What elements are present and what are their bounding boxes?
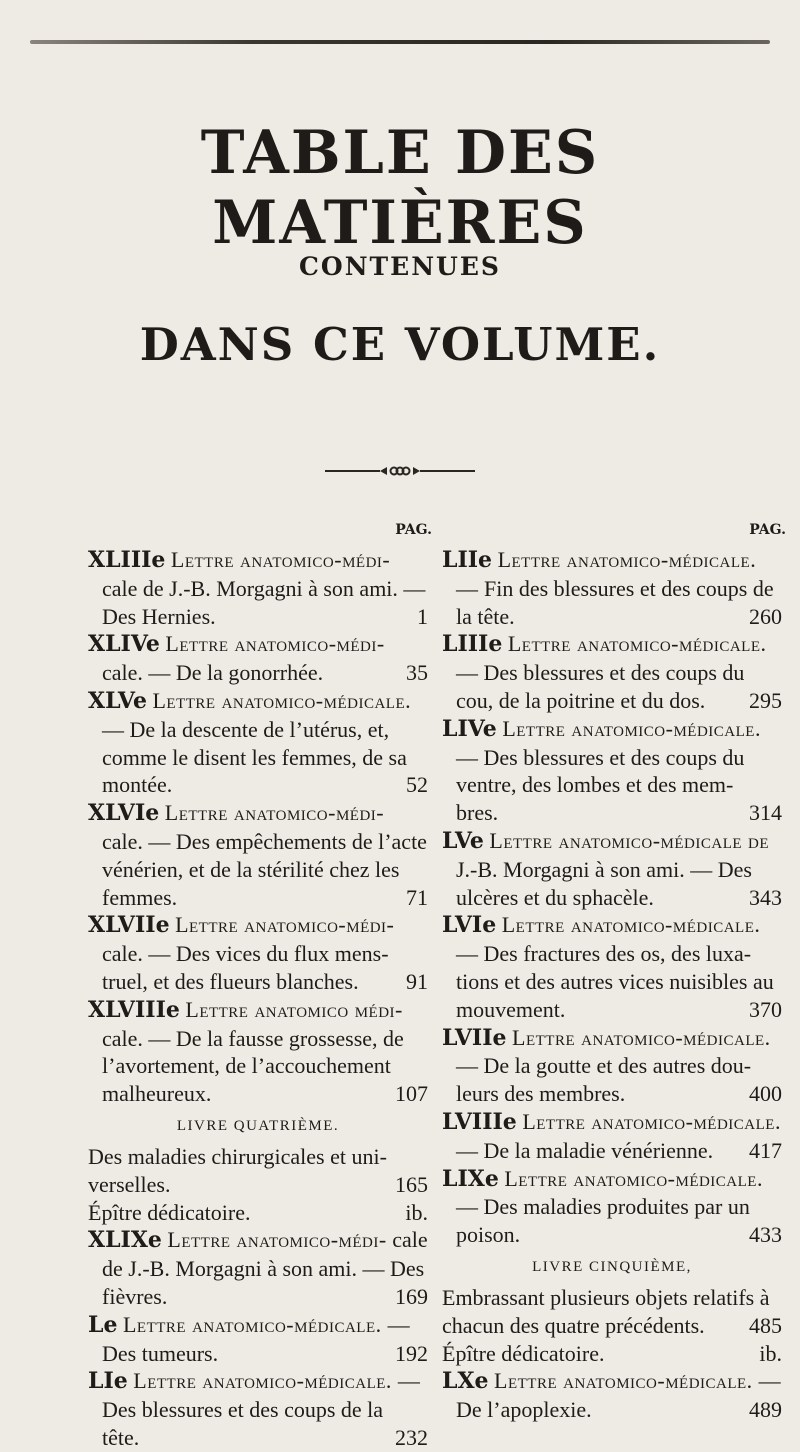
- toc-list-right: [442, 546, 782, 1249]
- letter-number: LVIIIe: [442, 1108, 517, 1135]
- page-number: 71: [406, 884, 428, 910]
- toc-list-left-after: [88, 1143, 428, 1452]
- page-number: ib.: [759, 1340, 782, 1366]
- page-number: 1: [417, 603, 428, 629]
- toc-column-left: [88, 522, 432, 1452]
- entry-text: Des blessures et des coups de la tête.: [102, 1397, 384, 1450]
- page-number: 400: [749, 1081, 782, 1107]
- letter-number: LIXe: [442, 1165, 499, 1192]
- letter-number: XLVIIe: [88, 912, 170, 939]
- ornament-divider: [325, 464, 475, 478]
- page-number: 232: [395, 1424, 428, 1450]
- letter-number: LVe: [442, 827, 484, 854]
- letter-label: Lettre anatomico-médicale.: [501, 912, 761, 938]
- letter-number: XLVIIIe: [88, 996, 180, 1023]
- page-number: 260: [749, 603, 782, 629]
- toc-entry: [442, 1165, 782, 1249]
- letter-label: Lettre anatomico médi-: [185, 996, 403, 1022]
- toc-entry: [442, 1024, 782, 1108]
- page-number: 35: [406, 660, 428, 686]
- book-heading: LIVRE CINQUIÈME,: [532, 1258, 692, 1275]
- page-number: 489: [749, 1397, 782, 1423]
- entry-text: — De la goutte et des autres dou-leurs des membres.: [456, 1053, 752, 1107]
- page-number: 485: [749, 1312, 782, 1338]
- entry-text: — Des fractures des os, des luxa-tions et des autres vices nuisibles au mouvement.: [456, 941, 774, 1022]
- letter-number: LIIIe: [442, 631, 503, 658]
- page-subtitle-2: DANS CE VOLUME.: [139, 318, 661, 371]
- toc-list-right-after: [442, 1284, 782, 1424]
- page-number: 370: [749, 996, 782, 1022]
- page-number: 295: [749, 687, 782, 713]
- entry-text: cale. — Des vices du flux mens-truel, et des flueurs blanches.: [102, 941, 389, 994]
- toc-entry: [88, 996, 428, 1108]
- letter-number: XLVe: [88, 687, 147, 714]
- letter-label: Lettre anatomico-médicale de: [489, 827, 770, 853]
- entry-text: cale. — Des empêchements de l’acte vénérien, et de la stérilité chez les femmes.: [102, 828, 427, 910]
- entry-text: cale de J.-B. Morgagni à son ami. — Des fièvres.: [102, 1227, 428, 1309]
- letter-label: Lettre anatomico-médi-: [170, 547, 391, 572]
- entry-text: — Des blessures et des coups du ventre, des lombes et des mem-bres.: [456, 744, 745, 826]
- letter-number: Le: [88, 1311, 118, 1338]
- page-number: 417: [749, 1137, 782, 1163]
- letter-number: LIIe: [442, 547, 493, 573]
- toc-entry: [88, 799, 428, 911]
- page-number: 165: [395, 1171, 428, 1197]
- entry-text: Épître dédicatoire.: [442, 1340, 605, 1366]
- entry-text: — Des blessures et des coups du cou, de la poitrine et du dos.: [456, 660, 745, 713]
- toc-entry: [88, 687, 428, 799]
- letter-label: Lettre anatomico-médicale.: [152, 687, 412, 713]
- letter-label: Lettre anatomico-médi-: [175, 912, 395, 938]
- entry-text: — De la descente de l’utérus, et, comme le disent les femmes, de sa montée.: [102, 716, 407, 798]
- letter-number: XLIXe: [88, 1227, 162, 1254]
- toc-column-right: [442, 522, 786, 1424]
- page-number: 91: [406, 968, 428, 994]
- page-title: TABLE DES MATIÈRES: [200, 118, 600, 258]
- toc-entry: [88, 1143, 428, 1199]
- toc-entry: [442, 715, 782, 827]
- entry-text: Épître dédicatoire.: [88, 1199, 251, 1225]
- letter-number: LVIe: [442, 912, 497, 939]
- toc-entry: [88, 1367, 428, 1451]
- toc-list-left: [88, 546, 428, 1108]
- toc-entry: [88, 1226, 428, 1310]
- letter-number: LXe: [442, 1368, 489, 1395]
- letter-label: Lettre anatomico-médicale.: [504, 1165, 763, 1191]
- page-number: 314: [749, 800, 782, 826]
- letter-number: LIVe: [442, 715, 497, 742]
- entry-text: De l’apoplexie.: [456, 1397, 592, 1423]
- letter-number: XLIVe: [88, 631, 160, 658]
- page-subtitle: CONTENUES: [299, 252, 501, 281]
- entry-text: J.-B. Morgagni à son ami. — Des ulcères et du sphacèle.: [456, 856, 752, 910]
- pag-label: PAG.: [749, 522, 786, 538]
- letter-label: Lettre anatomico-médicale.: [507, 631, 767, 657]
- page-number: 169: [395, 1283, 428, 1309]
- letter-label: Lettre anatomico-médicale.: [512, 1024, 771, 1050]
- letter-label: Lettre anatomico-médi-: [167, 1227, 387, 1253]
- toc-entry: [442, 546, 782, 630]
- entry-text: cale. — De la gonorrhée.: [102, 660, 324, 686]
- toc-entry: [88, 630, 428, 687]
- toc-entry: [88, 911, 428, 995]
- letter-number: LVIIe: [442, 1024, 507, 1051]
- letter-label: Lettre anatomico-médicale. —: [122, 1311, 411, 1337]
- toc-entry: [88, 1199, 428, 1227]
- letter-number: XLVIe: [88, 800, 160, 827]
- page-number: 107: [395, 1081, 428, 1107]
- toc-entry: [442, 1340, 782, 1368]
- page-number: 343: [749, 884, 782, 910]
- book-heading: LIVRE QUATRIÈME.: [176, 1117, 340, 1134]
- letter-label: Lettre anatomico-médi-: [165, 631, 385, 657]
- page-number: 433: [749, 1222, 782, 1248]
- entry-text: cale. — De la fausse grossesse, de l’avortement, de l’accouchement malheureux.: [102, 1025, 404, 1107]
- toc-entry: [88, 546, 428, 630]
- page-number: ib.: [405, 1199, 428, 1225]
- entry-text: cale de J.-B. Morgagni à son ami. — Des Hernies.: [102, 575, 426, 629]
- letter-label: Lettre anatomico-médicale. —: [133, 1368, 421, 1394]
- letter-number: LIe: [88, 1368, 128, 1395]
- pag-label: PAG.: [395, 522, 432, 538]
- entry-text: Des tumeurs.: [102, 1340, 219, 1366]
- letter-label: Lettre anatomico-médi-: [164, 800, 385, 826]
- entry-text: Fin des blessures et des coups de la tête.: [456, 575, 774, 629]
- page-number: 192: [395, 1340, 428, 1366]
- entry-text: — De la maladie vénérienne.: [456, 1137, 714, 1163]
- top-rule: [30, 40, 770, 44]
- letter-label: Lettre anatomico-médicale.: [502, 715, 761, 741]
- page-number: 52: [406, 772, 428, 798]
- toc-entry: [442, 911, 782, 1023]
- entry-text: — Des maladies produites par un poison.: [456, 1194, 750, 1248]
- toc-entry: [442, 1108, 782, 1165]
- entry-text: Embrassant plusieurs objets relatifs à chacun des quatre précédents.: [442, 1284, 770, 1338]
- letter-label: Lettre anatomico-médicale.: [522, 1108, 781, 1134]
- toc-entry: [442, 827, 782, 911]
- letter-label: Lettre anatomico-médicale. —: [494, 1368, 782, 1394]
- toc-entry: [442, 1284, 782, 1340]
- entry-text: Des maladies chirurgicales et uni-verselles.: [88, 1143, 387, 1197]
- toc-entry: [88, 1311, 428, 1368]
- letter-label: Lettre anatomico-médicale. —: [456, 547, 757, 601]
- toc-entry: [442, 630, 782, 714]
- letter-number: XLIIIe: [88, 547, 166, 573]
